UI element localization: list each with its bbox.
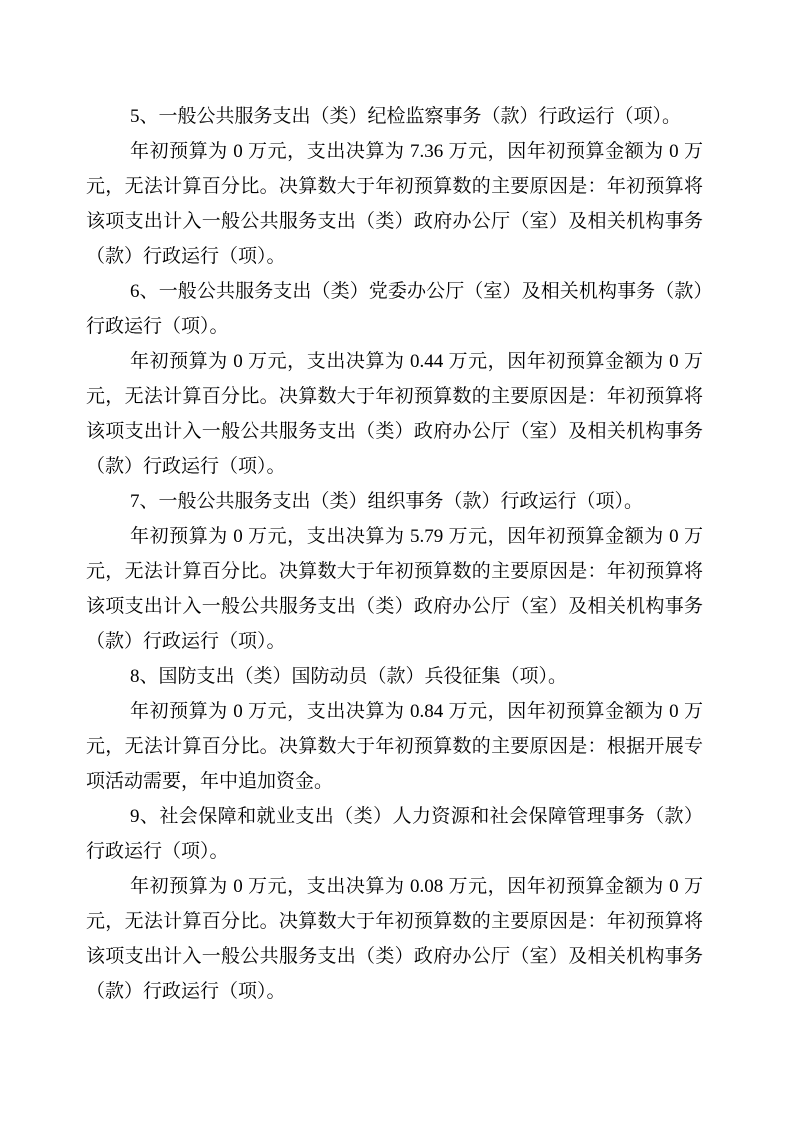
section-8-heading: 8、国防支出（类）国防动员（款）兵役征集（项）。 [130,666,568,687]
section-8-body: 年初预算为 0 万元，支出决算为 0.84 万元，因年初预算金额为 0 万元，无法计算百分比。决算数大于年初预算数的主要原因是：根据开展专项活动需要，年中追加资金。 [86,701,703,792]
section-5-heading: 5、一般公共服务支出（类）纪检监察事务（款）行政运行（项）。 [130,106,682,127]
section-6-body: 年初预算为 0 万元，支出决算为 0.44 万元，因年初预算金额为 0 万元，无法计算百分比。决算数大于年初预算数的主要原因是：年初预算将该项支出计入一般公共服务支出（类）政府办公厅（室）及相关机构事务（款）行政运行（项）。 [86,351,703,477]
section-7-body: 年初预算为 0 万元，支出决算为 5.79 万元，因年初预算金额为 0 万元，无法计算百分比。决算数大于年初预算数的主要原因是：年初预算将该项支出计入一般公共服务支出（类）政府办公厅（室）及相关机构事务（款）行政运行（项）。 [86,526,703,652]
section-5-body: 年初预算为 0 万元，支出决算为 7.36 万元，因年初预算金额为 0 万元，无法计算百分比。决算数大于年初预算数的主要原因是：年初预算将该项支出计入一般公共服务支出（类）政府办公厅（室）及相关机构事务（款）行政运行（项）。 [86,141,703,267]
section-7-heading: 7、一般公共服务支出（类）组织事务（款）行政运行（项）。 [130,491,644,512]
section-9-body: 年初预算为 0 万元，支出决算为 0.08 万元，因年初预算金额为 0 万元，无法计算百分比。决算数大于年初预算数的主要原因是：年初预算将该项支出计入一般公共服务支出（类）政府办公厅（室）及相关机构事务（款）行政运行（项）。 [86,876,703,1002]
section-9-heading: 9、社会保障和就业支出（类）人力资源和社会保障管理事务（款）行政运行（项）。 [86,806,703,862]
section-6-heading: 6、一般公共服务支出（类）党委办公厅（室）及相关机构事务（款）行政运行（项）。 [86,281,703,337]
